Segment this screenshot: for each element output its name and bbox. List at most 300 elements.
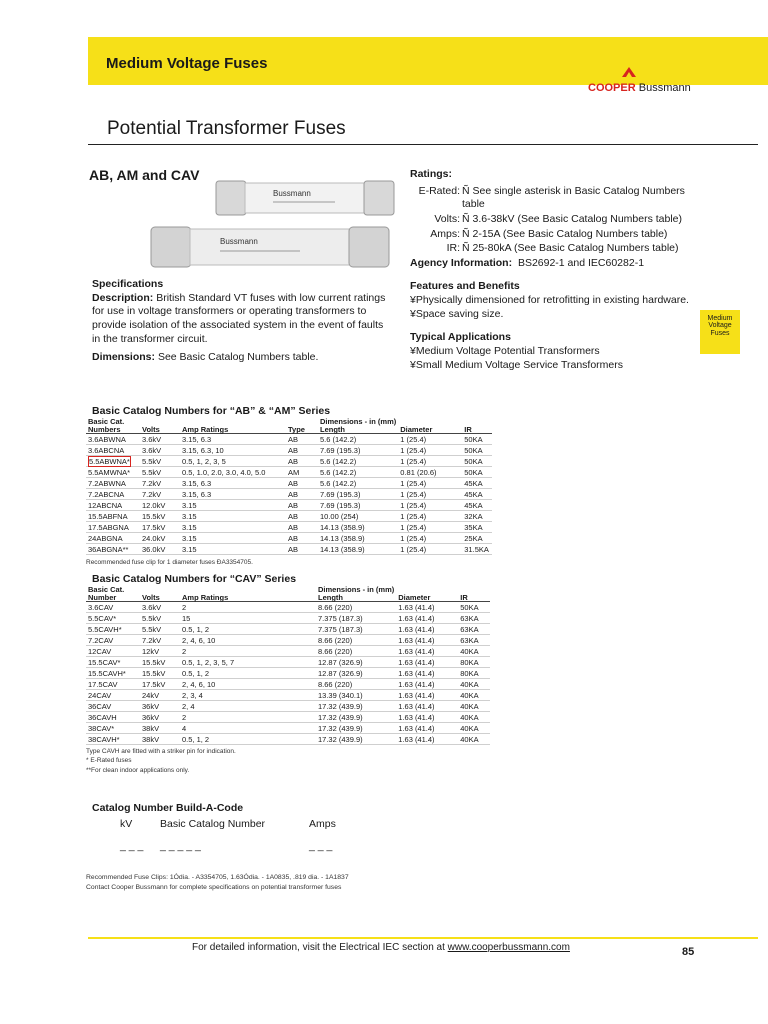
table-row <box>86 613 490 624</box>
cell-volts <box>140 467 180 478</box>
cell-text: 25KA <box>464 533 483 543</box>
cell-amps <box>180 723 316 734</box>
cell-type <box>286 522 318 533</box>
cell-text: 1 (25.4) <box>400 533 427 543</box>
cell-amps <box>180 478 286 489</box>
cell-text: 31.5KA <box>464 544 489 554</box>
col-header-ir: IR <box>458 586 490 602</box>
cell-text: 1.63 (41.4) <box>398 734 435 744</box>
cell-amps <box>180 522 286 533</box>
feature-item: ¥Physically dimensioned for retrofitting in existing hardware. <box>410 294 689 307</box>
cell-text: 1.63 (41.4) <box>398 635 435 645</box>
cell-volts <box>140 456 180 467</box>
cell-length <box>318 533 398 544</box>
cell-text: AB <box>288 533 299 543</box>
cell-catalog <box>86 635 140 646</box>
cell-type <box>286 478 318 489</box>
cell-text: 38CAVH* <box>88 734 120 744</box>
cell-length <box>316 635 396 646</box>
cell-diameter <box>396 734 458 745</box>
cell-amps <box>180 657 316 668</box>
cell-diameter <box>396 602 458 613</box>
table-row <box>86 478 492 489</box>
cell-volts <box>140 723 180 734</box>
rating-row <box>410 185 700 212</box>
cell-text: 15.5CAV* <box>88 657 121 667</box>
build-col-amps: Amps <box>309 818 336 830</box>
cell-text: 12kV <box>142 646 160 656</box>
cell-amps <box>180 701 316 712</box>
cell-text: 8.66 (220) <box>318 646 353 656</box>
cell-text: 1.63 (41.4) <box>398 646 435 656</box>
cell-text: 3.15 <box>182 544 197 554</box>
cell-text: 17.32 (439.9) <box>318 734 363 744</box>
dimensions-paragraph <box>92 351 392 365</box>
cell-diameter <box>398 434 462 445</box>
cell-text: 63KA <box>460 635 479 645</box>
cell-type <box>286 544 318 555</box>
table-ab-body <box>86 434 492 555</box>
cell-text: 3.15, 6.3 <box>182 489 212 499</box>
cell-text: 1.63 (41.4) <box>398 690 435 700</box>
logo-mark-icon <box>622 67 636 77</box>
cell-text: 7.69 (195.3) <box>320 489 361 499</box>
cell-catalog <box>86 701 140 712</box>
applications-heading: Typical Applications <box>410 331 511 344</box>
cell-volts <box>140 478 180 489</box>
cell-catalog <box>86 500 140 511</box>
cell-text: 36CAVH <box>88 712 117 722</box>
cell-length <box>316 646 396 657</box>
cell-type <box>286 533 318 544</box>
cell-length <box>318 478 398 489</box>
cell-text: 1.63 (41.4) <box>398 602 435 612</box>
cell-amps <box>180 635 316 646</box>
cav-note: Type CAVH are fitted with a striker pin for indication. <box>86 748 236 755</box>
cell-ir <box>462 500 492 511</box>
cell-text: 2, 4, 6, 10 <box>182 635 216 645</box>
cell-ir <box>458 690 490 701</box>
cell-text: 15 <box>182 613 191 623</box>
table-row <box>86 679 490 690</box>
cell-catalog <box>86 679 140 690</box>
cell-text: 35KA <box>464 522 483 532</box>
cell-type <box>286 500 318 511</box>
cell-text: AB <box>288 544 299 554</box>
cell-text: 0.5, 1, 2 <box>182 624 210 634</box>
cell-catalog <box>86 456 140 467</box>
cell-text: 12CAV <box>88 646 112 656</box>
cell-ir <box>458 613 490 624</box>
cell-volts <box>140 679 180 690</box>
table-row <box>86 533 492 544</box>
cell-text: 2, 4, 6, 10 <box>182 679 216 689</box>
cell-text: 17.5ABGNA <box>88 522 129 532</box>
cell-diameter <box>396 679 458 690</box>
cell-text: AM <box>288 467 300 477</box>
cell-text: 8.66 (220) <box>318 635 353 645</box>
cell-ir <box>462 511 492 522</box>
cell-volts <box>140 701 180 712</box>
build-col-kv: kV <box>120 818 133 830</box>
ratings-heading: Ratings: <box>410 168 452 180</box>
logo-word-cooper: COOPER <box>588 82 636 94</box>
cell-ir <box>462 445 492 456</box>
cav-note: **For clean indoor applications only. <box>86 766 190 774</box>
cell-catalog <box>86 646 140 657</box>
cell-text: 7.2kV <box>142 478 162 488</box>
rating-label: IR: <box>446 242 460 255</box>
cell-ir <box>458 723 490 734</box>
cell-diameter <box>398 544 462 555</box>
table-cav-body <box>86 602 490 745</box>
cell-type <box>286 434 318 445</box>
specifications-block <box>92 278 392 370</box>
cell-text: 45KA <box>464 500 483 510</box>
cell-text: 15.5kV <box>142 511 166 521</box>
cell-text: 17.5kV <box>142 522 166 532</box>
col-header-volts: Volts <box>140 418 180 434</box>
cell-diameter <box>398 478 462 489</box>
cell-text: 2, 4 <box>182 701 195 711</box>
description-paragraph <box>92 292 392 347</box>
side-tab-line: Medium <box>707 315 733 322</box>
col-header-volts: Volts <box>140 586 180 602</box>
cell-text: 3.6kV <box>142 445 162 455</box>
cell-text: 1.63 (41.4) <box>398 723 435 733</box>
table-row <box>86 723 490 734</box>
table-ab-title: Basic Catalog Numbers for “AB” & “AM” Series <box>92 405 331 417</box>
cell-ir <box>458 701 490 712</box>
section-title: Medium Voltage Fuses <box>106 55 268 72</box>
cell-ir <box>458 679 490 690</box>
cell-text: 36ABGNA** <box>88 544 129 554</box>
cell-text: 3.6kV <box>142 434 162 444</box>
cell-text: 17.32 (439.9) <box>318 712 363 722</box>
cell-volts <box>140 734 180 745</box>
recommended-clips-text <box>86 873 349 892</box>
cell-amps <box>180 602 316 613</box>
cell-text: 7.2ABWNA <box>88 478 126 488</box>
table-row <box>86 544 492 555</box>
cell-amps <box>180 544 286 555</box>
agency-label: Agency Information: <box>410 256 513 269</box>
cell-type <box>286 489 318 500</box>
cell-text: 0.81 (20.6) <box>400 467 437 477</box>
table-header-row <box>86 586 490 602</box>
cell-amps <box>180 679 316 690</box>
cell-type <box>286 445 318 456</box>
ratings-block <box>410 168 700 372</box>
cell-volts <box>140 489 180 500</box>
cell-diameter <box>398 511 462 522</box>
cell-text: 3.15, 6.3, 10 <box>182 445 224 455</box>
cell-text: AB <box>288 478 299 488</box>
cell-text: AB <box>288 511 299 521</box>
build-col-basic: Basic Catalog Number <box>160 818 266 830</box>
cell-text: 36.0kV <box>142 544 166 554</box>
cell-length <box>316 712 396 723</box>
footer-text <box>192 942 570 953</box>
cell-volts <box>140 635 180 646</box>
cell-text: 40KA <box>460 712 479 722</box>
cell-text: 7.69 (195.3) <box>320 500 361 510</box>
recommended-line: Contact Cooper Bussmann for complete specifications on potential transformer fuses <box>86 883 342 891</box>
cell-catalog <box>86 668 140 679</box>
cell-text: 5.5ABWNA* <box>89 456 130 466</box>
cell-text: 24.0kV <box>142 533 166 543</box>
catalog-table-cav <box>86 586 490 745</box>
rating-value: Ñ 3.6-38kV (See Basic Catalog Numbers table) <box>462 212 683 225</box>
cell-length <box>318 544 398 555</box>
cell-text: 38CAV* <box>88 723 115 733</box>
cell-text: 12.0kV <box>142 500 166 510</box>
cell-text: 1 (25.4) <box>400 522 427 532</box>
cell-amps <box>180 668 316 679</box>
cell-diameter <box>398 500 462 511</box>
cell-text: 63KA <box>460 613 479 623</box>
dimensions-text: See Basic Catalog Numbers table. <box>157 351 319 364</box>
cell-text: 1 (25.4) <box>400 456 427 466</box>
cell-length <box>316 613 396 624</box>
table-row <box>86 445 492 456</box>
cell-text: 1 (25.4) <box>400 489 427 499</box>
dims-group-label: Dimensions - in (mm) <box>320 417 397 426</box>
catalog-table-ab <box>86 418 492 555</box>
cell-text: 40KA <box>460 690 479 700</box>
cell-volts <box>140 646 180 657</box>
cell-amps <box>180 646 316 657</box>
page-number: 85 <box>682 946 695 958</box>
cell-text: 1.63 (41.4) <box>398 712 435 722</box>
table-row <box>86 456 492 467</box>
rating-row <box>410 213 700 227</box>
cell-type <box>286 456 318 467</box>
table-row <box>86 690 490 701</box>
cell-text: 3.6ABWNA <box>88 434 126 444</box>
cell-text: 36CAV <box>88 701 112 711</box>
build-blank-kv: _ _ _ <box>120 840 144 852</box>
cell-text: 5.6 (142.2) <box>320 434 357 444</box>
cell-length <box>318 434 398 445</box>
table-row <box>86 646 490 657</box>
cell-text: 36kV <box>142 701 160 711</box>
cell-ir <box>462 489 492 500</box>
cell-text: 14.13 (358.9) <box>320 544 365 554</box>
cell-text: 24kV <box>142 690 160 700</box>
table-row <box>86 734 490 745</box>
cell-ir <box>458 624 490 635</box>
cell-text: 14.13 (358.9) <box>320 522 365 532</box>
table-ab-note: Recommended fuse clip for 1 diameter fuses ÐA3354705. <box>86 559 253 566</box>
cell-amps <box>180 511 286 522</box>
cell-text: 2 <box>182 646 187 656</box>
cell-text: 38kV <box>142 723 160 733</box>
rating-value: Ñ 25-80kA (See Basic Catalog Numbers table) <box>462 242 679 255</box>
cell-length <box>316 701 396 712</box>
cell-text: 7.375 (187.3) <box>318 624 363 634</box>
side-tab-line: Voltage <box>708 322 732 330</box>
cell-ir <box>458 712 490 723</box>
cell-catalog <box>86 522 140 533</box>
cell-text: 15.5CAVH* <box>88 668 126 678</box>
cell-text: 3.6kV <box>142 602 162 612</box>
cell-diameter <box>396 646 458 657</box>
cell-volts <box>140 434 180 445</box>
recommended-line: Recommended Fuse Clips: 1Ódia. - A3354705, 1.63Ódia. - 1A0835, .819 dia. - 1A1837 <box>86 874 349 881</box>
rating-label: Amps: <box>430 227 460 240</box>
specifications-heading: Specifications <box>92 278 164 290</box>
cell-diameter <box>398 489 462 500</box>
cell-amps <box>180 456 286 467</box>
cell-length <box>318 511 398 522</box>
cell-text: 12ABCNA <box>88 500 123 510</box>
cell-diameter <box>396 690 458 701</box>
cell-text: 15.5kV <box>142 668 166 678</box>
cell-catalog <box>86 533 140 544</box>
cell-volts <box>140 624 180 635</box>
cell-diameter <box>396 635 458 646</box>
footer-link[interactable]: www.cooperbussmann.com <box>447 942 570 953</box>
cell-text: 15.5kV <box>142 657 166 667</box>
table-row <box>86 712 490 723</box>
title-divider <box>88 144 758 145</box>
cell-text: 0.5, 1, 2, 3, 5 <box>182 456 226 466</box>
cell-text: 4 <box>182 723 187 733</box>
footer-lead-text: For detailed information, visit the Electrical IEC section at <box>192 942 448 953</box>
length-label: Length <box>318 592 343 602</box>
cell-text: 10.00 (254) <box>320 511 359 521</box>
cell-text: 2 <box>182 602 187 612</box>
cell-amps <box>180 690 316 701</box>
cell-text: 40KA <box>460 679 479 689</box>
cell-text: 0.5, 1, 2 <box>182 668 210 678</box>
cell-text: 15.5ABFNA <box>88 511 128 521</box>
cell-text: 1.63 (41.4) <box>398 624 435 634</box>
cell-text: 63KA <box>460 624 479 634</box>
cell-ir <box>462 522 492 533</box>
cell-text: 3.6CAV <box>88 602 114 612</box>
cell-text: AB <box>288 489 299 499</box>
cell-length <box>316 657 396 668</box>
cell-text: 1.63 (41.4) <box>398 701 435 711</box>
cell-text: 5.6 (142.2) <box>320 456 357 466</box>
cell-ir <box>462 533 492 544</box>
cell-catalog <box>86 467 140 478</box>
cell-volts <box>140 533 180 544</box>
cell-catalog <box>86 489 140 500</box>
cell-length <box>316 602 396 613</box>
col-header-length <box>316 586 396 602</box>
cell-text: 1 (25.4) <box>400 544 427 554</box>
cell-text: 0.5, 1, 2 <box>182 734 210 744</box>
cell-amps <box>180 624 316 635</box>
cell-text: 1.63 (41.4) <box>398 679 435 689</box>
cell-catalog <box>86 657 140 668</box>
cell-text: 1 (25.4) <box>400 478 427 488</box>
dims-group-label: Dimensions - in (mm) <box>318 585 395 594</box>
cell-text: 5.5CAVH* <box>88 624 122 634</box>
cell-text: 24CAV <box>88 690 112 700</box>
cell-diameter <box>396 624 458 635</box>
cell-text: 40KA <box>460 646 479 656</box>
logo-text <box>588 82 691 94</box>
cell-text: 5.5AMWNA* <box>88 467 131 477</box>
cell-text: 45KA <box>464 478 483 488</box>
cell-text: 7.375 (187.3) <box>318 613 363 623</box>
dimensions-label: Dimensions: <box>92 351 156 364</box>
table-row <box>86 657 490 668</box>
cell-text: 3.6ABCNA <box>88 445 125 455</box>
cell-text: 12.87 (326.9) <box>318 657 363 667</box>
cell-length <box>318 500 398 511</box>
cell-ir <box>462 478 492 489</box>
cell-length <box>318 456 398 467</box>
cell-amps <box>180 533 286 544</box>
cell-volts <box>140 522 180 533</box>
cell-text: 3.15 <box>182 533 197 543</box>
cell-length <box>318 522 398 533</box>
cell-text: AB <box>288 434 299 444</box>
cell-text: 0.5, 1.0, 2.0, 3.0, 4.0, 5.0 <box>182 467 266 477</box>
cell-ir <box>458 646 490 657</box>
cell-text: 80KA <box>460 668 479 678</box>
cell-amps <box>180 712 316 723</box>
cell-text: 8.66 (220) <box>318 602 353 612</box>
cell-volts <box>140 668 180 679</box>
cell-ir <box>462 456 492 467</box>
cell-text: 50KA <box>464 467 483 477</box>
cell-text: 50KA <box>460 602 479 612</box>
cell-text: 5.5kV <box>142 613 162 623</box>
col-header-type: Type <box>286 418 318 434</box>
cell-catalog <box>86 544 140 555</box>
cell-text: 7.69 (195.3) <box>320 445 361 455</box>
cell-amps <box>180 734 316 745</box>
cell-volts <box>140 712 180 723</box>
cell-text: 38kV <box>142 734 160 744</box>
application-item: ¥Small Medium Voltage Service Transformers <box>410 358 623 371</box>
cell-catalog <box>86 445 140 456</box>
cell-amps <box>180 434 286 445</box>
description-text: British Standard VT fuses with low current ratings for use in voltage transformers or operating transformers to provide isolation of the associated system in the event of faults in the transformer circuit. <box>92 291 386 345</box>
table-row <box>86 467 492 478</box>
cell-text: 36kV <box>142 712 160 722</box>
cell-diameter <box>396 657 458 668</box>
cell-text: 1.63 (41.4) <box>398 657 435 667</box>
logo-word-bussmann: Bussmann <box>638 82 691 94</box>
cell-volts <box>140 613 180 624</box>
fuse-image-cav <box>150 224 390 270</box>
cell-length <box>316 679 396 690</box>
col-header-diameter: Diameter <box>398 418 462 434</box>
cell-length <box>318 445 398 456</box>
side-tab-label <box>702 315 738 337</box>
page-title: Potential Transformer Fuses <box>107 118 346 139</box>
cell-amps <box>180 500 286 511</box>
cell-diameter <box>398 467 462 478</box>
cell-text: 32KA <box>464 511 483 521</box>
table-row <box>86 624 490 635</box>
cell-text: 24ABGNA <box>88 533 123 543</box>
cell-text: 1.63 (41.4) <box>398 613 435 623</box>
cell-catalog <box>86 712 140 723</box>
cell-text: 1.63 (41.4) <box>398 668 435 678</box>
cell-catalog <box>86 478 140 489</box>
cell-text: AB <box>288 445 299 455</box>
cell-catalog <box>86 613 140 624</box>
cell-text: 14.13 (358.9) <box>320 533 365 543</box>
